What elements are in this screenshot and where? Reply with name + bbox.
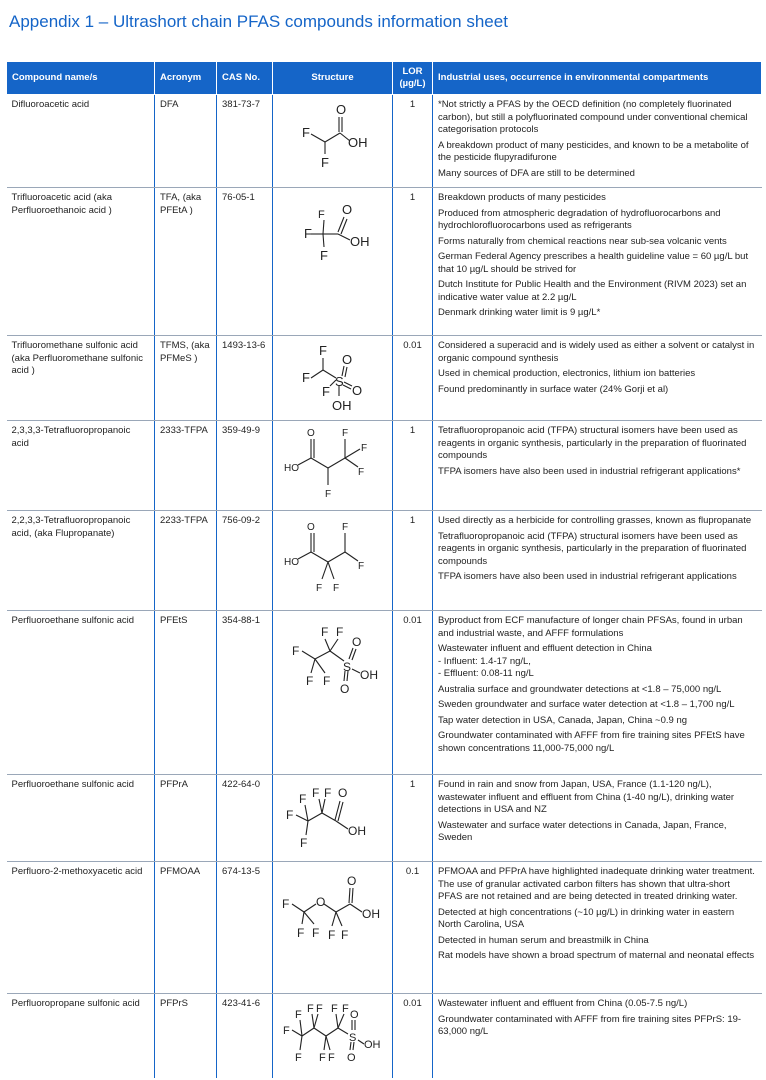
structure-cell: [273, 511, 393, 611]
svg-text:O: O: [342, 202, 353, 217]
svg-text:F: F: [361, 443, 368, 454]
svg-text:F: F: [318, 209, 325, 221]
cas-number: 381-73-7: [217, 95, 273, 188]
svg-text:F: F: [342, 1003, 349, 1015]
lor-value: 1: [393, 421, 433, 511]
structure-cell: [273, 188, 393, 336]
svg-text:F: F: [319, 1052, 326, 1064]
perfluoropropanoic-acid-structure: [278, 779, 388, 857]
svg-text:F: F: [358, 467, 365, 478]
acronym: PFEtS: [155, 611, 217, 775]
compound-name: Trifluoroacetic acid (aka Perfluoroethanoic acid ): [7, 188, 155, 336]
use-item: PFMOAA and PFPrA have highlighted inadequate drinking water treatment. The use of granular activated carbon filters has shown that ultra-short PFAS are not retained and are being detected in treated drinking water.: [438, 866, 755, 902]
page-title: Appendix 1 – Ultrashort chain PFAS compounds information sheet: [9, 12, 508, 31]
svg-text:F: F: [321, 155, 329, 170]
use-item: Detected at high concentrations (~10 µg/L) in drinking water in eastern North Carolina, USA: [438, 906, 735, 930]
compound-name: Perfluoroethane sulfonic acid: [7, 611, 155, 775]
use-item: Produced from atmospheric degradation of hydrofluorocarbons and hydrochlorofluorocarbons used as refrigerants: [438, 207, 721, 231]
perfluoroethane-sulfonic-acid-structure: [278, 615, 388, 699]
svg-text:S: S: [343, 660, 352, 674]
use-item: TFPA isomers have also been used in industrial refrigerant applications: [438, 571, 737, 582]
svg-text:F: F: [300, 836, 308, 850]
svg-text:OH: OH: [350, 234, 370, 249]
uses-cell: [433, 611, 762, 775]
table-row: [7, 511, 762, 611]
table-row: [7, 994, 762, 1079]
svg-text:O: O: [336, 102, 347, 117]
lor-value: 1: [393, 95, 433, 188]
svg-text:F: F: [328, 1052, 335, 1064]
acronym: TFA, (aka PFEtA ): [155, 188, 217, 336]
structure-cell: [273, 421, 393, 511]
svg-text:F: F: [342, 522, 349, 533]
svg-text:O: O: [352, 383, 363, 398]
svg-text:O: O: [350, 1009, 359, 1021]
use-item: Groundwater contaminated with AFFF from fire training sites PFEtS have shown concentrations 11,000-75,000 ng/L: [438, 730, 745, 754]
use-item: Dutch Institute for Public Health and the Environment (RIVM 2023) set an indicative water value at 2.2 µg/L: [438, 279, 747, 303]
svg-text:F: F: [319, 343, 327, 358]
structure-cell: [273, 336, 393, 421]
trifluoromethane-sulfonic-acid-structure: [278, 340, 388, 416]
table-header-row: [7, 62, 762, 95]
header-compound-name: Compound name/s: [7, 62, 155, 95]
cas-number: 422-64-0: [217, 775, 273, 862]
use-item: Tap water detection in USA, Canada, Japan, China ~0.9 ng: [438, 714, 688, 726]
svg-text:F: F: [342, 428, 349, 439]
header-cas-no: CAS No.: [217, 62, 273, 95]
use-item: Found predominantly in surface water (24% Gorji et al): [438, 383, 669, 395]
cas-number: 359-49-9: [217, 421, 273, 511]
svg-text:F: F: [307, 1003, 314, 1015]
svg-text:S: S: [335, 374, 344, 389]
svg-text:F: F: [292, 644, 300, 658]
cas-number: 1493-13-6: [217, 336, 273, 421]
table-row: [7, 95, 762, 188]
acronym: PFPrA: [155, 775, 217, 862]
use-item: Tetrafluoropropanoic acid (TFPA) structural isomers have been used as reagents in organic synthesis, particularly in the preparation of fluorinated compounds: [438, 425, 747, 461]
use-item: *Not strictly a PFAS by the OECD definition (no completely fluorinated carbon), but still a polyfluorinated compound under conventional chemical categorisation protocols: [438, 99, 748, 135]
difluoroacetic-acid-structure: [278, 99, 388, 179]
svg-text:HO: HO: [284, 463, 299, 474]
svg-text:OH: OH: [348, 135, 368, 150]
svg-text:F: F: [320, 248, 328, 263]
svg-text:F: F: [295, 1009, 302, 1021]
svg-text:F: F: [302, 125, 310, 140]
pfas-table: [6, 61, 762, 1078]
uses-cell: [433, 994, 762, 1079]
compound-name: Perfluoropropane sulfonic acid: [7, 994, 155, 1079]
lor-value: 0.1: [393, 862, 433, 994]
svg-text:F: F: [328, 928, 336, 942]
cas-number: 423-41-6: [217, 994, 273, 1079]
use-item: Tetrafluoropropanoic acid (TFPA) structural isomers have been used as reagents in organic synthesis, particularly in the preparation of fluorinated compounds: [438, 530, 747, 567]
uses-cell: [433, 511, 762, 611]
use-item: Wastewater and surface water detections in Canada, Japan, France, Sweden: [438, 819, 727, 843]
svg-text:O: O: [307, 428, 315, 439]
uses-cell: [433, 95, 762, 188]
svg-text:F: F: [304, 226, 312, 241]
cas-number: 674-13-5: [217, 862, 273, 994]
svg-text:OH: OH: [332, 398, 352, 413]
svg-text:O: O: [347, 874, 357, 888]
lor-value: 0.01: [393, 994, 433, 1079]
svg-text:F: F: [322, 384, 330, 399]
acronym: DFA: [155, 95, 217, 188]
svg-text:F: F: [333, 583, 340, 594]
use-item: Sweden groundwater and surface water detection at <1.8 – 1,700 ng/L: [438, 699, 735, 710]
svg-text:F: F: [316, 583, 323, 594]
acronym: PFMOAA: [155, 862, 217, 994]
svg-text:OH: OH: [364, 1039, 381, 1051]
svg-text:OH: OH: [362, 907, 380, 921]
header-structure: Structure: [273, 62, 393, 95]
cas-number: 354-88-1: [217, 611, 273, 775]
svg-text:F: F: [341, 928, 349, 942]
use-item: Wastewater influent and effluent from China (0.05-7.5 ng/L): [438, 998, 688, 1009]
table-row: [7, 862, 762, 994]
svg-text:HO: HO: [284, 557, 299, 568]
header-lor: LOR (µg/L): [393, 62, 433, 95]
svg-text:O: O: [338, 786, 348, 800]
svg-text:O: O: [352, 635, 362, 649]
use-item: Considered a superacid and is widely used as either a solvent or catalyst in organic compound synthesis: [438, 340, 755, 364]
use-item: Denmark drinking water limit is 9 µg/L*: [438, 307, 601, 318]
lor-value: 1: [393, 511, 433, 611]
svg-text:OH: OH: [360, 668, 378, 682]
use-item: Found in rain and snow from Japan, USA, France (1.1-120 ng/L), wastewater influent and effluent from China (1-40 ng/L), drinking water detections in USA and NZ: [438, 779, 735, 815]
uses-cell: [433, 336, 762, 421]
svg-text:F: F: [323, 674, 331, 688]
perfluoro-2-methoxyacetic-acid-structure: [278, 866, 388, 946]
svg-text:OH: OH: [348, 824, 366, 838]
cas-number: 756-09-2: [217, 511, 273, 611]
cas-number: 76-05-1: [217, 188, 273, 336]
use-item: Breakdown products of many pesticides: [438, 192, 606, 203]
table-row: [7, 775, 762, 862]
use-item: Australia surface and groundwater detections at <1.8 – 75,000 ng/L: [438, 683, 722, 695]
svg-text:F: F: [331, 1003, 338, 1015]
structure-cell: [273, 775, 393, 862]
use-item: Rat models have shown a broad spectrum of maternal and neonatal effects: [438, 950, 755, 961]
svg-text:F: F: [316, 1003, 323, 1015]
use-item: Groundwater contaminated with AFFF from fire training sites PFPrS: 19-63,000 ng/L: [438, 1013, 742, 1037]
svg-text:F: F: [282, 897, 290, 911]
svg-text:F: F: [325, 489, 332, 500]
structure-cell: [273, 95, 393, 188]
header-industrial-uses: Industrial uses, occurrence in environmental compartments: [433, 62, 762, 95]
svg-text:O: O: [342, 352, 353, 367]
svg-text:O: O: [316, 895, 326, 909]
table-row: [7, 611, 762, 775]
compound-name: 2,3,3,3-Tetrafluoropropanoic acid: [7, 421, 155, 511]
svg-text:F: F: [302, 370, 310, 385]
compound-name: 2,2,3,3-Tetrafluoropropanoic acid, (aka Flupropanate): [7, 511, 155, 611]
2333-tetrafluoropropanoic-acid-structure: [278, 425, 388, 505]
uses-cell: [433, 421, 762, 511]
2233-tetrafluoropropanoic-acid-structure: [278, 515, 388, 599]
perfluoropropane-sulfonic-acid-structure: [278, 998, 388, 1074]
svg-text:F: F: [286, 808, 294, 822]
use-item: German Federal Agency prescribes a health guideline value = 60 µg/L but that 10 µg/L should be strived for: [438, 251, 749, 275]
structure-cell: [273, 611, 393, 775]
uses-cell: [433, 775, 762, 862]
structure-cell: [273, 862, 393, 994]
svg-text:O: O: [307, 522, 315, 533]
use-item: A breakdown product of many pesticides, and known to be a metabolite of the pesticide flupyradifurone: [438, 139, 749, 163]
svg-text:F: F: [299, 792, 307, 806]
svg-text:F: F: [283, 1025, 290, 1037]
svg-text:O: O: [340, 682, 350, 696]
svg-text:F: F: [306, 674, 314, 688]
uses-cell: [433, 862, 762, 994]
svg-text:F: F: [321, 625, 329, 639]
svg-text:F: F: [295, 1052, 302, 1064]
use-item: Forms naturally from chemical reactions near sub-sea volcanic vents: [438, 235, 727, 247]
table-row: [7, 188, 762, 336]
table-row: [7, 421, 762, 511]
svg-text:F: F: [297, 926, 305, 940]
use-item: Byproduct from ECF manufacture of longer chain PFSAs, found in urban and industrial waste, and AFFF formulations: [438, 615, 743, 639]
compound-name: Perfluoro-2-methoxyacetic acid: [7, 862, 155, 994]
use-item: Used in chemical production, electronics, lithium ion batteries: [438, 368, 696, 379]
svg-text:F: F: [312, 786, 320, 800]
use-item: TFPA isomers have also been used in industrial refrigerant applications*: [438, 465, 741, 477]
compound-name: Perfluoroethane sulfonic acid: [7, 775, 155, 862]
use-item: Detected in human serum and breastmilk in China: [438, 934, 649, 946]
svg-text:F: F: [312, 926, 320, 940]
use-item: Wastewater influent and effluent detection in China - Influent: 1.4-17 ng/L, - Effluent: 0.08-11 ng/L: [438, 643, 652, 679]
header-acronym: Acronym: [155, 62, 217, 95]
compound-name: Trifluoromethane sulfonic acid (aka Perfluoromethane sulfonic acid ): [7, 336, 155, 421]
lor-value: 0.01: [393, 611, 433, 775]
svg-text:O: O: [347, 1052, 356, 1064]
svg-text:F: F: [358, 561, 365, 572]
structure-cell: [273, 994, 393, 1079]
acronym: 2333-TFPA: [155, 421, 217, 511]
compound-name: Difluoroacetic acid: [7, 95, 155, 188]
acronym: 2233-TFPA: [155, 511, 217, 611]
lor-value: 1: [393, 775, 433, 862]
svg-text:S: S: [349, 1032, 357, 1044]
uses-cell: [433, 188, 762, 336]
trifluoroacetic-acid-structure: [278, 192, 388, 272]
table-row: [7, 336, 762, 421]
lor-value: 1: [393, 188, 433, 336]
use-item: Used directly as a herbicide for controlling grasses, known as flupropanate: [438, 515, 752, 526]
svg-text:F: F: [324, 786, 332, 800]
lor-value: 0.01: [393, 336, 433, 421]
acronym: PFPrS: [155, 994, 217, 1079]
svg-text:F: F: [336, 625, 344, 639]
acronym: TFMS, (aka PFMeS ): [155, 336, 217, 421]
use-item: Many sources of DFA are still to be determined: [438, 167, 635, 179]
